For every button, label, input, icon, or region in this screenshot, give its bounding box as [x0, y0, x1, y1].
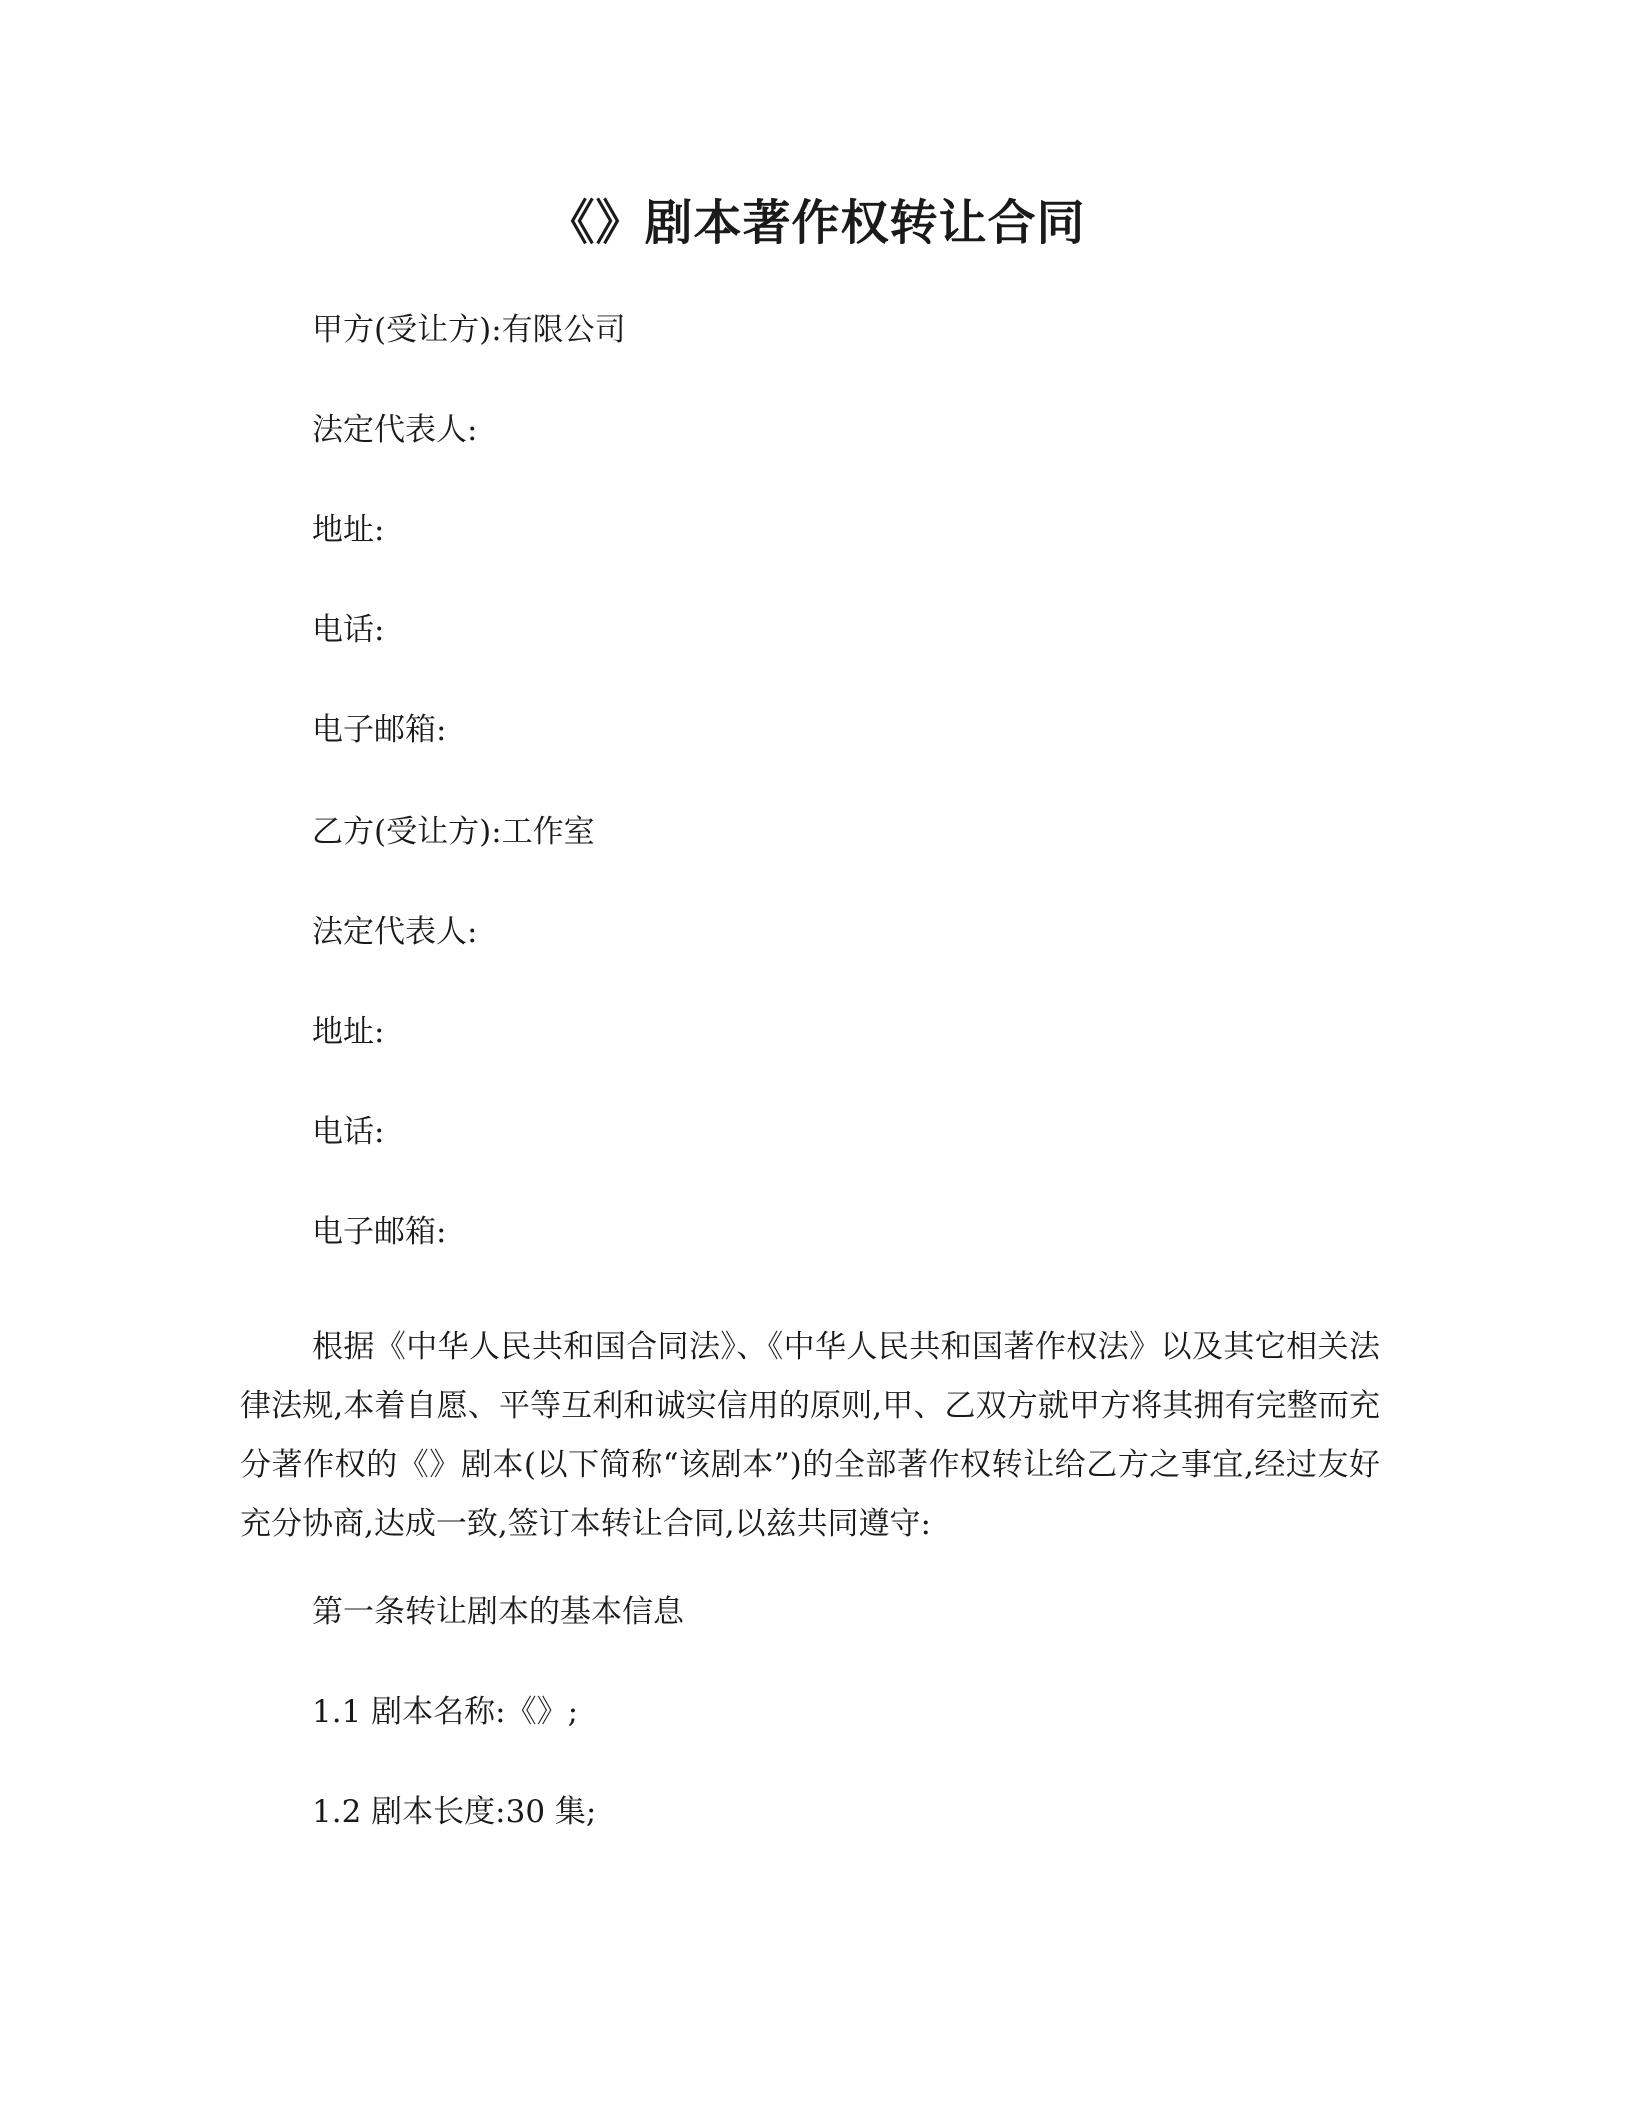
party-a-address: 地址: — [312, 512, 385, 548]
party-b-address: 地址: — [312, 1014, 385, 1050]
party-a-phone: 电话: — [312, 612, 385, 648]
party-a-representative: 法定代表人: — [312, 412, 478, 448]
article-1-item: 1.2 剧本长度:30 集; — [312, 1794, 597, 1830]
party-a-name-line: 甲方(受让方):有限公司 — [312, 312, 626, 348]
party-b-phone: 电话: — [312, 1114, 385, 1150]
party-b-name-line: 乙方(受让方):工作室 — [312, 814, 595, 850]
party-b-email: 电子邮箱: — [312, 1214, 447, 1250]
article-1-item: 1.1 剧本名称:《》; — [312, 1694, 579, 1730]
preamble-paragraph: 根据《中华人民共和国合同法》、《中华人民共和国著作权法》以及其它相关法律法规,本着自愿、平等互利和诚实信用的原则,甲、乙双方就甲方将其拥有完整而充分著作权的《》剧本(以下简称“该剧本”)的全部著作权转让给乙方之事宜,经过友好充分协商,达成一致,签订本转让合同,以兹共同遵守: — [240, 1329, 1380, 1542]
article-1-heading: 第一条转让剧本的基本信息 — [312, 1594, 684, 1630]
party-a-email: 电子邮箱: — [312, 712, 447, 748]
document-title: 《》剧本著作权转让合同 — [546, 195, 1086, 251]
party-b-representative: 法定代表人: — [312, 914, 478, 950]
